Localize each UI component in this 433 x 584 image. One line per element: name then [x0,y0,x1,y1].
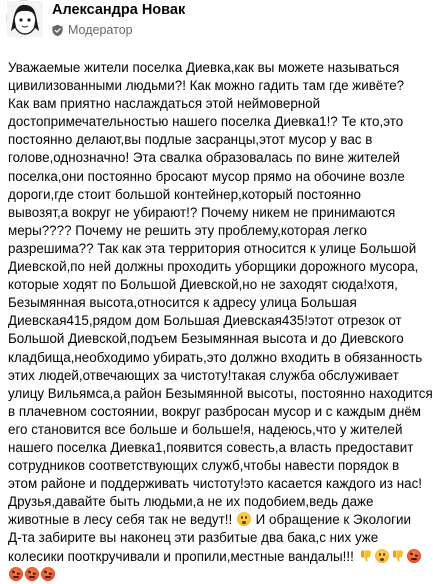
post-text-line: в плачевном состоянии, вокруг разбросан мусор и с каждым днём [8,403,422,419]
post-text-line: Диевская415,рядом дом Большая Диевская435!этот отрезок от [8,313,402,329]
angry-face-emoji [9,567,23,581]
post-body [8,59,433,584]
author-role [51,23,133,37]
angry-face-emoji [41,567,55,581]
post-text-line: достопримечательностью нашего поселка Диевка1!? Те кто,это [8,114,404,130]
worried-face-emoji [375,549,389,563]
post-text-line: Друзья,давайте быть людьми,а не их подобием,ведь даже [8,494,374,510]
worried-face-emoji [237,512,251,526]
post-text-line: Диевской,по ней должны проходить уборщики дорожного мусора, [8,259,419,275]
post-text-line [8,548,426,566]
author-name[interactable]: Александра Новак [52,2,186,18]
post-text-line: дороги,где стоит большой контейнер,который постоянно [8,186,361,202]
post-text-line: его становится все больше и больше!я, надеюсь,что у жителей [8,421,403,437]
post-text-line: разрешима?? Так как эта территория относится к улице Большой [8,240,417,256]
post-text-line: сотрудников соответствующих служб,чтобы навести порядок в [8,458,400,474]
post-text-line: Д-та забирите вы наконец эти разбитые два бака,с них уже [8,530,379,546]
post-text-line [8,511,426,529]
post-text-line: поселка,они постоянно бросают мусор прямо на обочине возле [8,168,405,184]
post-text-line: Безымянная высота,относится к адресу улица Большая [8,295,357,311]
post-text-segment: И обращение к Экологии [255,512,411,528]
angry-face-emoji [25,567,39,581]
post-text-segment: животные в лесу себя так не ведут!! [8,512,233,528]
thumbs-down-emoji [359,549,373,563]
post-text-line: этом районе и поддерживать чистоту!это касается каждого из нас! [8,476,423,492]
post-text-line [8,566,426,584]
avatar-image [7,1,43,37]
post-text-line: кладбища,необходимо убирать,это должно входить в обязанность [8,349,423,365]
post-text-line: вывозят,а вокруг не убирают!? Почему никем не принимаются [8,204,396,220]
thumbs-down-emoji [391,549,405,563]
post-text-line: которые ходят по Большой Диевской,но не заходят сюда!хотя, [8,277,398,293]
angry-face-emoji [407,549,421,563]
role-label: Модератор [68,23,133,37]
post-text-line: голове,однозначно! Эта свалка образовалась по вине жителей [8,150,401,166]
post-text-line: Как вам приятно наслаждаться этой неймоверной [8,96,321,112]
post-text-line: этих людей,отвечающих за чистоту!такая служба обслуживает [8,367,399,383]
post-text-line: нашего поселка Диевка1,появится совесть,а власть предоставит [8,439,414,455]
post-text-line: меры???? Почему не решить эту проблему,которая легко [8,222,367,238]
post-text-line: Уважаемые жители поселка Диевка,как вы можете называться [8,60,400,75]
post-text-line: цивилизованными людьми?! Как можно гадить там где живёте? [8,78,405,94]
post-header [0,0,432,44]
post-text-segment: колесики пооткручивали и пропили,местные вандалы!!! [8,548,354,564]
post-text-line: постоянно делают,вы подлые засранцы,этот мусор у вас в [8,132,373,148]
moderator-shield-icon [51,24,64,37]
post-text-line: улицу Вильямса,а район Безымянной высоты, постоянно находится [8,385,433,401]
post-text-line: Большой Диевской,подъем Безымянная высота и до Диевского [8,331,404,347]
author-avatar[interactable] [6,0,42,36]
